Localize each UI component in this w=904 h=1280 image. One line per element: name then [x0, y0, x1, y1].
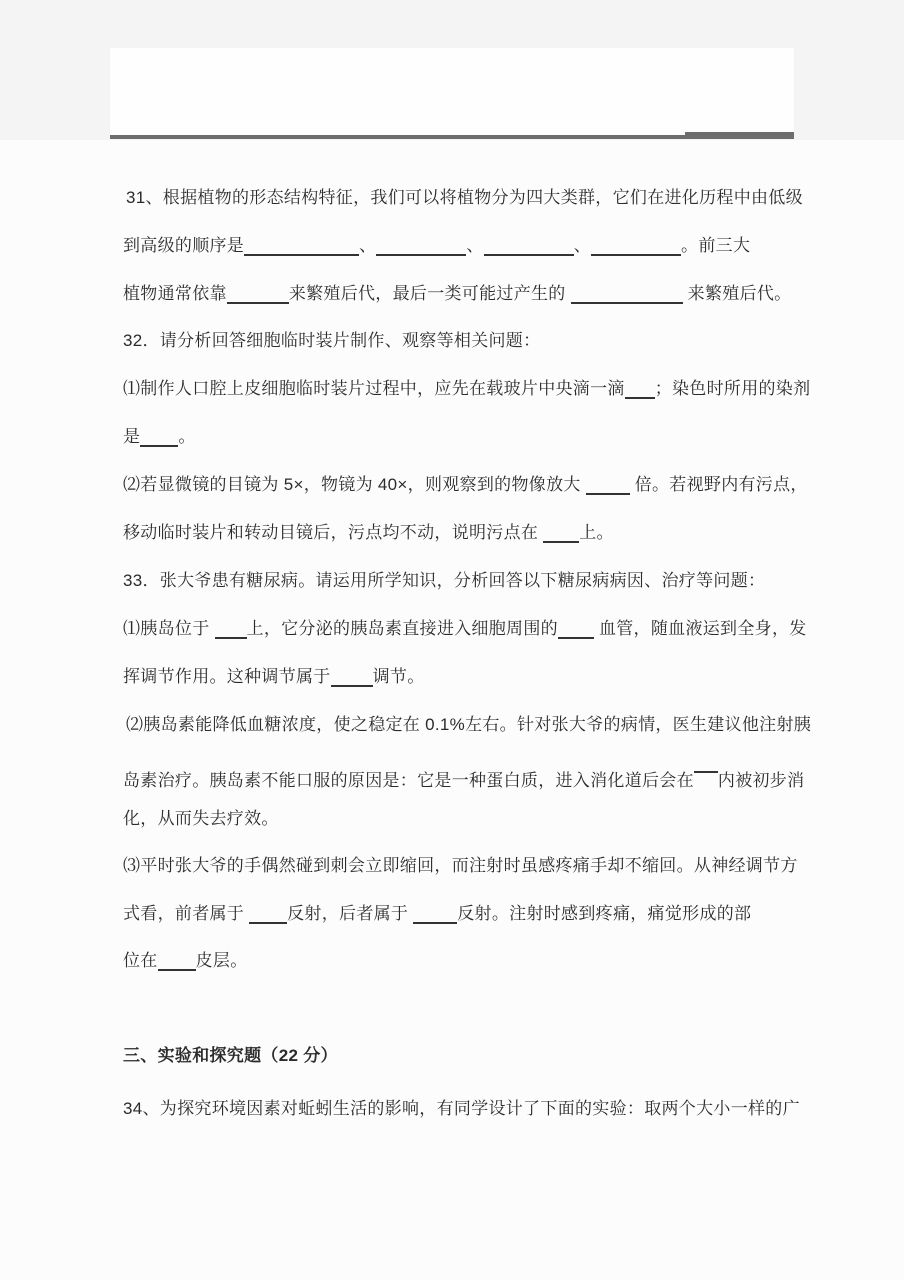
fill-in-blank — [376, 240, 466, 256]
question-32-heading — [123, 329, 540, 353]
text-segment: 来繁殖后代。 — [682, 284, 792, 303]
text-segment: 上，它分泌的胰岛素直接进入细胞周围的 — [246, 619, 558, 638]
question-31-line-3 — [123, 282, 791, 306]
fill-in-blank — [586, 479, 630, 495]
question-33-part2-line-2 — [123, 769, 804, 793]
fill-in-blank — [331, 671, 373, 687]
question-31-line-1 — [126, 186, 803, 210]
question-33-part3-line-3 — [123, 949, 248, 973]
question-33-part3-line-2 — [123, 902, 751, 926]
text-segment: 。 — [178, 427, 196, 446]
fill-in-blank — [413, 908, 457, 924]
text-segment: ⑵若显微镜的目镜为 5×，物镜为 40×，则观察到的物像放大 — [123, 475, 586, 494]
text-segment: 31、根据植物的形态结构特征，我们可以将植物分为四大类群，它们在进化历程中由低级 — [126, 188, 803, 207]
text-segment: ⑴胰岛位于 — [123, 619, 215, 638]
text-segment: 32．请分析回答细胞临时装片制作、观察等相关问题： — [123, 331, 541, 350]
text-segment: 、 — [359, 236, 377, 255]
text-segment: 倍。若视野内有污点， — [629, 475, 808, 494]
question-33-part1-line-2 — [123, 665, 425, 689]
question-32-part1-line-1 — [123, 377, 810, 401]
fill-in-blank — [558, 623, 594, 639]
fill-in-blank — [215, 623, 247, 639]
text-segment: 33．张大爷患有糖尿病。请运用所学知识，分析回答以下糖尿病病因、治疗等问题： — [123, 571, 766, 590]
text-segment: 上。 — [579, 523, 614, 542]
text-segment: 血管，随血液运到全身，发 — [593, 619, 807, 638]
text-segment: 。前三大 — [681, 236, 751, 255]
text-segment: 到高级的顺序是 — [123, 236, 245, 255]
text-segment: 岛素治疗。胰岛素不能口服的原因是：它是一种蛋白质，进入消化道后会在 — [123, 771, 694, 790]
fill-in-blank — [227, 288, 289, 304]
header-divider — [110, 135, 685, 139]
text-segment: 调节。 — [372, 667, 425, 686]
strikethrough-blank — [694, 771, 718, 786]
text-segment: 反射。注射时感到疼痛，痛觉形成的部 — [457, 904, 752, 923]
question-33-part2-line-1 — [126, 713, 811, 737]
question-33-part3-line-1 — [123, 854, 798, 878]
fill-in-blank — [249, 908, 287, 924]
fill-in-blank — [140, 431, 178, 447]
text-segment: ；染色时所用的染剂 — [654, 379, 811, 398]
text-segment: 化，从而失去疗效。 — [123, 809, 279, 828]
header-card — [110, 48, 794, 135]
text-segment: 反射，后者属于 — [287, 904, 414, 923]
text-segment: 位在 — [123, 951, 158, 970]
text-segment: 三、实验和探究题（22 分） — [123, 1046, 338, 1065]
fill-in-blank — [244, 240, 359, 256]
fill-in-blank — [625, 383, 655, 399]
text-segment: ⑶平时张大爷的手偶然碰到刺会立即缩回，而注射时虽感疼痛手却不缩回。从神经调节方 — [123, 856, 798, 875]
text-segment: ⑴制作人口腔上皮细胞临时装片过程中，应先在载玻片中央滴一滴 — [123, 379, 625, 398]
question-33-heading — [123, 569, 765, 593]
section-3-heading — [123, 1044, 338, 1068]
text-segment: 34、为探究环境因素对蚯蚓生活的影响，有同学设计了下面的实验：取两个大小一样的广 — [123, 1099, 800, 1118]
text-segment: 挥调节作用。这种调节属于 — [123, 667, 331, 686]
text-segment: 、 — [573, 236, 592, 255]
text-segment: 内被初步消 — [717, 771, 805, 790]
question-33-part1-line-1 — [123, 617, 807, 641]
question-34-line-1 — [123, 1097, 800, 1121]
question-31-line-2 — [123, 234, 750, 258]
fill-in-blank — [484, 240, 574, 256]
question-32-part2-line-1 — [123, 473, 808, 497]
text-segment: 皮层。 — [195, 951, 248, 970]
text-segment: 植物通常依靠 — [123, 284, 227, 303]
text-segment: 、 — [466, 236, 484, 255]
fill-in-blank — [591, 240, 681, 256]
header-divider-bold — [685, 132, 794, 139]
text-segment: 式看，前者属于 — [123, 904, 250, 923]
text-segment: 来繁殖后代，最后一类可能过产生的 — [288, 284, 571, 303]
text-segment: 移动临时装片和转动目镜后，污点均不动，说明污点在 — [123, 523, 544, 542]
question-32-part2-line-2 — [123, 521, 614, 545]
text-segment: ⑵胰岛素能降低血糖浓度，使之稳定在 0.1%左右。针对张大爷的病情，医生建议他注射胰 — [126, 715, 812, 734]
fill-in-blank — [571, 288, 683, 304]
fill-in-blank — [543, 527, 579, 543]
question-32-part1-line-2 — [123, 425, 196, 449]
question-33-part2-line-3 — [123, 807, 279, 831]
text-segment: 是 — [123, 427, 141, 446]
fill-in-blank — [158, 955, 196, 971]
